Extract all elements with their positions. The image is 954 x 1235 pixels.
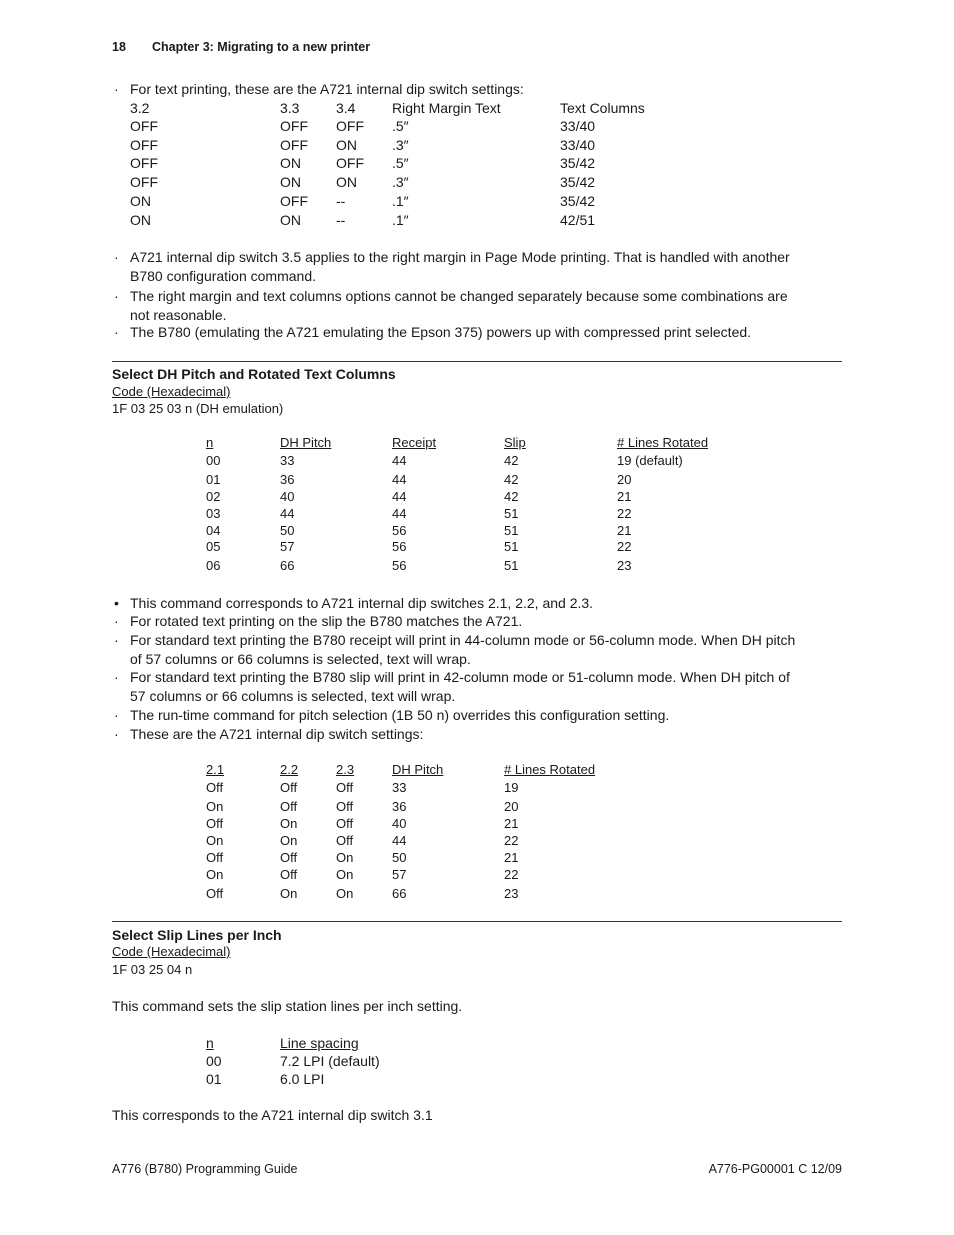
table-cell: 56 — [392, 523, 407, 538]
table-cell: 51 — [504, 523, 519, 538]
table-cell: 6.0 LPI — [280, 1071, 325, 1087]
table-cell: Off — [206, 780, 224, 795]
table-cell: On — [280, 833, 298, 848]
table-cell: OFF — [130, 155, 158, 171]
table-cell: 21 — [504, 816, 519, 831]
table-cell: ON — [130, 212, 151, 228]
table-cell: Off — [280, 850, 298, 865]
table-cell: 20 — [504, 799, 519, 814]
table-cell: 23 — [504, 886, 519, 901]
table-cell: ON — [336, 174, 357, 190]
table-header-cell: DH Pitch — [280, 435, 332, 450]
table-cell: 66 — [392, 886, 407, 901]
table-cell: ON — [280, 174, 301, 190]
bullet-marker: · — [114, 707, 119, 723]
table-cell: OFF — [130, 118, 158, 134]
table-cell: 22 — [617, 539, 632, 554]
table-cell: 50 — [280, 523, 295, 538]
page-number: 18 — [112, 40, 126, 54]
bullet-text: This command corresponds to A721 internal dip switches 2.1, 2.2, and 2.3. — [130, 595, 594, 611]
table-header-cell: 2.1 — [206, 762, 225, 777]
table-cell: 21 — [617, 489, 632, 504]
table-cell: 33 — [392, 780, 407, 795]
table-cell: 22 — [504, 833, 519, 848]
table-cell: 40 — [280, 489, 295, 504]
bullet-text: of 57 columns or 66 columns is selected, text will wrap. — [130, 651, 471, 667]
table-header-cell: n — [206, 435, 214, 450]
table-cell: 51 — [504, 506, 519, 521]
table-cell: 01 — [206, 472, 221, 487]
bullet-marker: · — [114, 324, 119, 340]
table-cell: 35/42 — [560, 174, 596, 190]
table-cell: OFF — [280, 118, 308, 134]
code-value: 1F 03 25 03 n (DH emulation) — [112, 401, 284, 416]
section-divider — [112, 361, 842, 362]
table-cell: 00 — [206, 1053, 222, 1069]
table-cell: OFF — [280, 137, 308, 153]
table-cell: 44 — [392, 489, 407, 504]
table-header-cell: 3.4 — [336, 100, 356, 116]
bullet-marker: · — [114, 632, 119, 648]
table-cell: .3″ — [392, 174, 409, 190]
bullet-text: For standard text printing the B780 receipt will print in 44-column mode or 56-column mode. When DH pitch — [130, 632, 796, 648]
table-cell: 36 — [280, 472, 295, 487]
table-header-cell: # Lines Rotated — [504, 762, 596, 777]
bullet-text: The run-time command for pitch selection (1B 50 n) overrides this configuration setting. — [130, 707, 670, 723]
footer-doc-number: A776-PG00001 C 12/09 — [708, 1162, 842, 1176]
table-cell: 44 — [280, 506, 295, 521]
table-cell: 22 — [504, 867, 519, 882]
table-cell: On — [336, 886, 354, 901]
table-cell: 19 (default) — [617, 453, 683, 468]
table-cell: 06 — [206, 558, 221, 573]
table-cell: On — [280, 816, 298, 831]
footer-guide-title: A776 (B780) Programming Guide — [112, 1162, 298, 1176]
table-cell: .3″ — [392, 137, 409, 153]
table-cell: OFF — [130, 174, 158, 190]
table-cell: Off — [206, 816, 224, 831]
table-cell: 57 — [280, 539, 295, 554]
table-cell: 44 — [392, 453, 407, 468]
table-cell: 35/42 — [560, 155, 596, 171]
intro-text: For text printing, these are the A721 internal dip switch settings: — [130, 81, 524, 97]
table-cell: 42/51 — [560, 212, 596, 228]
table-cell: 57 — [392, 867, 407, 882]
table-header-cell: Slip — [504, 435, 526, 450]
table-cell: 66 — [280, 558, 295, 573]
chapter-title: Chapter 3: Migrating to a new printer — [152, 40, 371, 54]
table-cell: 42 — [504, 489, 519, 504]
table-header-cell: 3.3 — [280, 100, 300, 116]
table-cell: 33/40 — [560, 137, 596, 153]
table-cell: Off — [336, 780, 354, 795]
bullet-marker: · — [114, 249, 119, 265]
table-cell: 35/42 — [560, 193, 596, 209]
table-cell: 05 — [206, 539, 221, 554]
table-header-cell: n — [206, 1035, 214, 1051]
table-cell: 33 — [280, 453, 295, 468]
table-cell: 21 — [504, 850, 519, 865]
bullet-marker: · — [114, 613, 119, 629]
bullet-text: not reasonable. — [130, 307, 227, 323]
table-header-cell: DH Pitch — [392, 762, 444, 777]
table-cell: ON — [280, 155, 301, 171]
table-cell: 04 — [206, 523, 221, 538]
table-cell: Off — [336, 833, 354, 848]
table-header-cell: Line spacing — [280, 1035, 359, 1051]
table-cell: Off — [280, 799, 298, 814]
table-header-cell: 2.3 — [336, 762, 355, 777]
table-cell: Off — [206, 850, 224, 865]
table-header-cell: # Lines Rotated — [617, 435, 709, 450]
table-cell: 44 — [392, 506, 407, 521]
section-divider — [112, 921, 842, 922]
table-cell: 50 — [392, 850, 407, 865]
bullet-text: 57 columns or 66 columns is selected, text will wrap. — [130, 688, 456, 704]
table-cell: -- — [336, 193, 346, 209]
bullet-text: The B780 (emulating the A721 emulating the Epson 375) powers up with compressed print selected. — [130, 324, 752, 340]
table-cell: 51 — [504, 558, 519, 573]
bullet-text: A721 internal dip switch 3.5 applies to the right margin in Page Mode printing. That is handled with another — [130, 249, 790, 265]
table-cell: 42 — [504, 472, 519, 487]
table-cell: 23 — [617, 558, 632, 573]
table-cell: On — [206, 799, 224, 814]
table-cell: On — [336, 850, 354, 865]
bullet-marker: · — [114, 288, 119, 304]
bullet-text: The right margin and text columns options cannot be changed separately because some combinations are — [130, 288, 788, 304]
table-cell: OFF — [280, 193, 308, 209]
table-cell: On — [206, 833, 224, 848]
table-cell: .5″ — [392, 155, 409, 171]
table-cell: 51 — [504, 539, 519, 554]
table-cell: 36 — [392, 799, 407, 814]
table-cell: Off — [336, 816, 354, 831]
table-header-cell: 2.2 — [280, 762, 299, 777]
table-cell: 20 — [617, 472, 632, 487]
table-cell: Off — [206, 886, 224, 901]
table-cell: On — [336, 867, 354, 882]
section-title: Select DH Pitch and Rotated Text Columns — [112, 366, 396, 382]
table-cell: ON — [280, 212, 301, 228]
table-cell: On — [206, 867, 224, 882]
code-label: Code (Hexadecimal) — [112, 944, 231, 959]
table-header-cell: 3.2 — [130, 100, 150, 116]
table-cell: .1″ — [392, 193, 409, 209]
table-cell: 7.2 LPI (default) — [280, 1053, 380, 1069]
table-cell: 22 — [617, 506, 632, 521]
bullet-marker: • — [114, 595, 119, 611]
table-cell: .1″ — [392, 212, 409, 228]
table-cell: 40 — [392, 816, 407, 831]
table-header-cell: Text Columns — [560, 100, 645, 116]
table-cell: OFF — [336, 155, 364, 171]
bullet-text: For rotated text printing on the slip the B780 matches the A721. — [130, 613, 523, 629]
table-cell: 33/40 — [560, 118, 596, 134]
bullet-marker: · — [114, 669, 119, 685]
table-cell: 00 — [206, 453, 221, 468]
table-cell: 56 — [392, 539, 407, 554]
table-cell: 21 — [617, 523, 632, 538]
table-cell: 44 — [392, 472, 407, 487]
bullet-marker: · — [114, 726, 119, 742]
table-cell: 01 — [206, 1071, 222, 1087]
section-title: Select Slip Lines per Inch — [112, 927, 282, 943]
bullet-text: These are the A721 internal dip switch settings: — [130, 726, 424, 742]
table-cell: 03 — [206, 506, 221, 521]
note-text: This corresponds to the A721 internal dip switch 3.1 — [112, 1107, 433, 1123]
table-cell: Off — [280, 867, 298, 882]
table-cell: OFF — [336, 118, 364, 134]
table-cell: ON — [336, 137, 357, 153]
description-text: This command sets the slip station lines per inch setting. — [112, 998, 463, 1014]
table-cell: On — [280, 886, 298, 901]
table-cell: ON — [130, 193, 151, 209]
table-cell: 19 — [504, 780, 519, 795]
table-cell: 42 — [504, 453, 519, 468]
table-cell: 02 — [206, 489, 221, 504]
table-cell: Off — [280, 780, 298, 795]
table-cell: OFF — [130, 137, 158, 153]
table-cell: -- — [336, 212, 346, 228]
table-header-cell: Right Margin Text — [392, 100, 501, 116]
table-header-cell: Receipt — [392, 435, 437, 450]
table-cell: .5″ — [392, 118, 409, 134]
bullet-text: For standard text printing the B780 slip will print in 42-column mode or 51-column mode. When DH pitch of — [130, 669, 790, 685]
table-cell: Off — [336, 799, 354, 814]
bullet-marker: · — [114, 81, 119, 97]
code-value: 1F 03 25 04 n — [112, 962, 193, 977]
bullet-text: B780 configuration command. — [130, 268, 316, 284]
code-label: Code (Hexadecimal) — [112, 384, 231, 399]
table-cell: 56 — [392, 558, 407, 573]
table-cell: 44 — [392, 833, 407, 848]
